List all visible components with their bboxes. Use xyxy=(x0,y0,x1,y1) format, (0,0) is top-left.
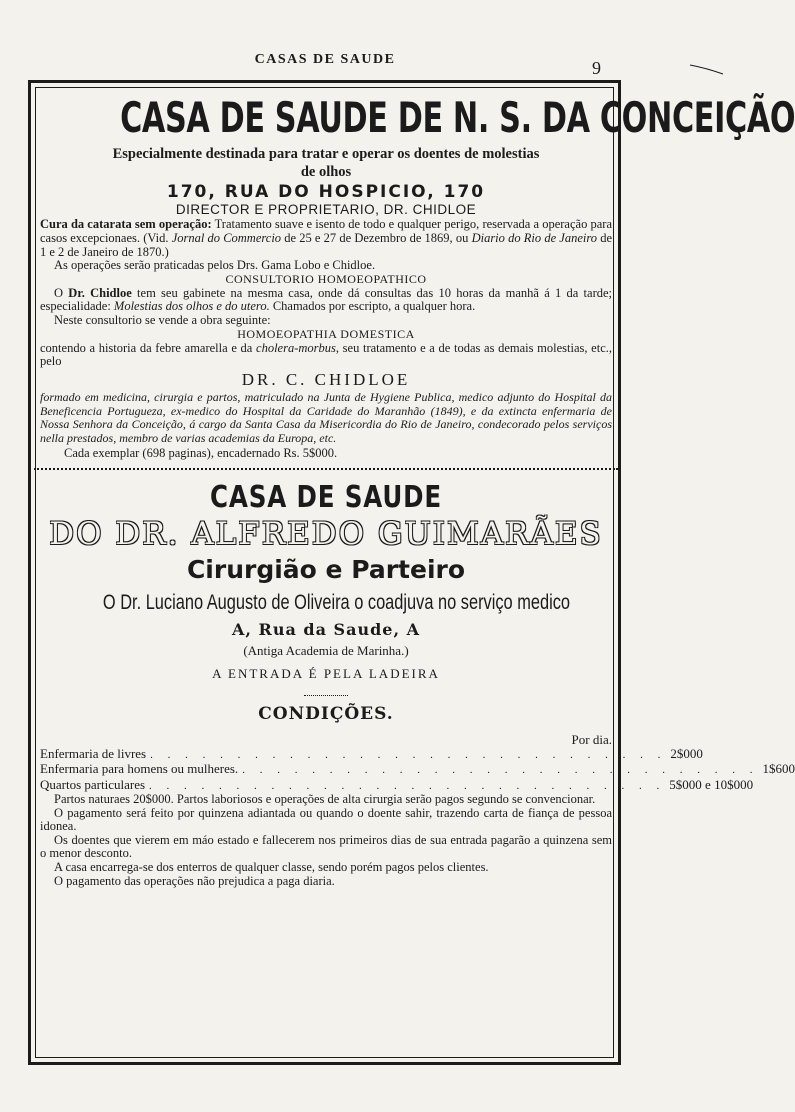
author-bio: formado em medicina, cirurgia e partos, matriculado na Junta de Hygiene Publica, medico adjunto do Hospital da Beneficencia Portugueza, ex-medico do Hospital da Caridade do Maranhão (1849), e da extincta enfermaria de Nossa Senhora da Conceição, á cargo da Santa Casa da Misericordia do Rio de Janeiro, condecorado pelos serviços nella prestados, membro de varias academias da Europa, etc. xyxy=(40,390,612,445)
operations-line: As operações serão praticadas pelos Drs. Gama Lobo e Chidloe. xyxy=(54,258,376,273)
cataract-text: Tratamento suave e isento de todo e qualquer perigo, reservada a operação para casos excepcionaes. (Vid. xyxy=(40,217,612,245)
author-name: DR. C. CHIDLOE xyxy=(241,370,411,390)
condition-item: Partos naturaes 20$000. Partos laboriosos e operações de alta cirurgia serão pagos segundo se convencionar. xyxy=(54,792,596,807)
book-description xyxy=(40,342,612,370)
ad1-address: 170, RUA DO HOSPICIO, 170 xyxy=(166,182,486,202)
office-lead-pre: O xyxy=(54,285,64,300)
running-title: CASAS DE SAUDE xyxy=(254,52,396,67)
homeopathy-office-heading: CONSULTORIO HOMOEOPATHICO xyxy=(225,272,427,287)
ad2-profession: Cirurgião e Parteiro xyxy=(186,554,466,584)
book-desc-post: , seu tratamento e a de todas as demais molestias, etc., pelo xyxy=(40,340,613,369)
office-end: Chamados por escripto, a qualquer hora. xyxy=(272,299,476,314)
book-price: Cada exemplar (698 paginas), encadernado Rs. 5$000. xyxy=(64,445,338,460)
advertisement-conceicao xyxy=(40,92,795,460)
ad2-entrance: A ENTRADA É PELA LADEIRA xyxy=(212,665,440,681)
rate-row xyxy=(40,745,703,763)
page-number: 9 xyxy=(592,58,601,78)
book-desc-pre: contendo a historia da febre amarella e da xyxy=(40,340,253,355)
section-divider xyxy=(34,468,618,473)
condition-item: O pagamento será feito por quinzena adiantada ou quando o doente sahir, trazendo carta de fiança de pessoa idonea. xyxy=(40,805,612,834)
ad1-subtitle-line2: de olhos xyxy=(300,164,352,180)
ad2-former-name: (Antiga Academia de Marinha.) xyxy=(243,642,409,658)
ad2-assistant: O Dr. Luciano Augusto de Oliveira o coadjuva no serviço medico xyxy=(102,590,571,614)
rate-price: 2$000 xyxy=(670,745,703,761)
book-intro: Neste consultorio se vende a obra seguinte: xyxy=(54,313,271,328)
ad1-subtitle-line1: Especialmente destinada para tratar e operar os doentes de molestias xyxy=(112,146,540,162)
rate-price: 1$600 xyxy=(762,761,795,777)
office-lead-name: Dr. Chidloe xyxy=(68,285,132,300)
cataract-ref-diario: Diario do Rio de Janeiro xyxy=(471,230,598,245)
rate-label: Enfermaria para homens ou mulheres. xyxy=(40,761,239,777)
ornament-rule xyxy=(304,695,348,696)
ad2-doctor: DO DR. ALFREDO GUIMARÃES xyxy=(49,515,603,552)
leader-dots: . . . . . . . . . . . . . . . . . . . . . . . . . . . . . . xyxy=(149,779,666,792)
rate-price: 5$000 e 10$000 xyxy=(669,776,754,792)
office-text: tem seu gabinete na mesma casa, onde dá consultas das 10 horas da manhã á 1 da tarde; especialidade: xyxy=(40,285,613,314)
rate-label: Enfermaria de livres xyxy=(40,745,147,761)
cataract-lead: Cura da catarata sem operação: xyxy=(40,217,212,231)
per-day-label: Por dia. xyxy=(571,731,612,747)
cataract-mid: de 25 e 27 de Dezembro de 1869, ou xyxy=(284,230,469,245)
ad1-title: CASA DE SAUDE DE N. S. DA CONCEIÇÃO xyxy=(120,93,795,142)
page-curl-mark xyxy=(688,62,725,76)
condition-item: Os doentes que vierem em máo estado e fallecerem nos primeiros dias de sua entrada pagarão a quinzena sem o menor desconto. xyxy=(40,832,612,861)
cataract-end: de 1 e 2 de Janeiro de 1870.) xyxy=(40,230,613,259)
book-title: HOMOEOPATHIA DOMESTICA xyxy=(237,327,415,342)
ad2-title: CASA DE SAUDE xyxy=(209,479,443,515)
rate-row xyxy=(40,761,795,778)
leader-dots: . . . . . . . . . . . . . . . . . . . . . . . . . . . . . . xyxy=(150,748,667,761)
office-specialty: Molestias dos olhos e do utero. xyxy=(113,299,270,314)
rate-label: Quartos particulares xyxy=(40,776,146,792)
ad1-director: DIRECTOR E PROPRIETARIO, DR. CHIDLOE xyxy=(175,202,477,217)
ad2-address: A, Rua da Saude, A xyxy=(231,619,421,639)
rates-list xyxy=(40,745,795,794)
book-desc-italic: cholera-morbus xyxy=(256,340,336,355)
leader-dots: . . . . . . . . . . . . . . . . . . . . . . . . . . . . . . xyxy=(242,764,759,777)
page-content xyxy=(40,86,795,888)
cataract-paragraph xyxy=(40,218,612,259)
rate-row xyxy=(40,776,754,794)
conditions-heading: CONDIÇÕES. xyxy=(258,703,394,724)
cataract-ref-jornal: Jornal do Commercio xyxy=(171,230,282,245)
condition-item: A casa encarrega-se dos enterros de qualquer classe, sendo porém pagos pelos clientes. xyxy=(54,860,489,875)
office-paragraph xyxy=(40,287,612,315)
advertisement-guimaraes xyxy=(40,479,795,889)
condition-item: O pagamento das operações não prejudica a paga diaria. xyxy=(54,873,335,888)
